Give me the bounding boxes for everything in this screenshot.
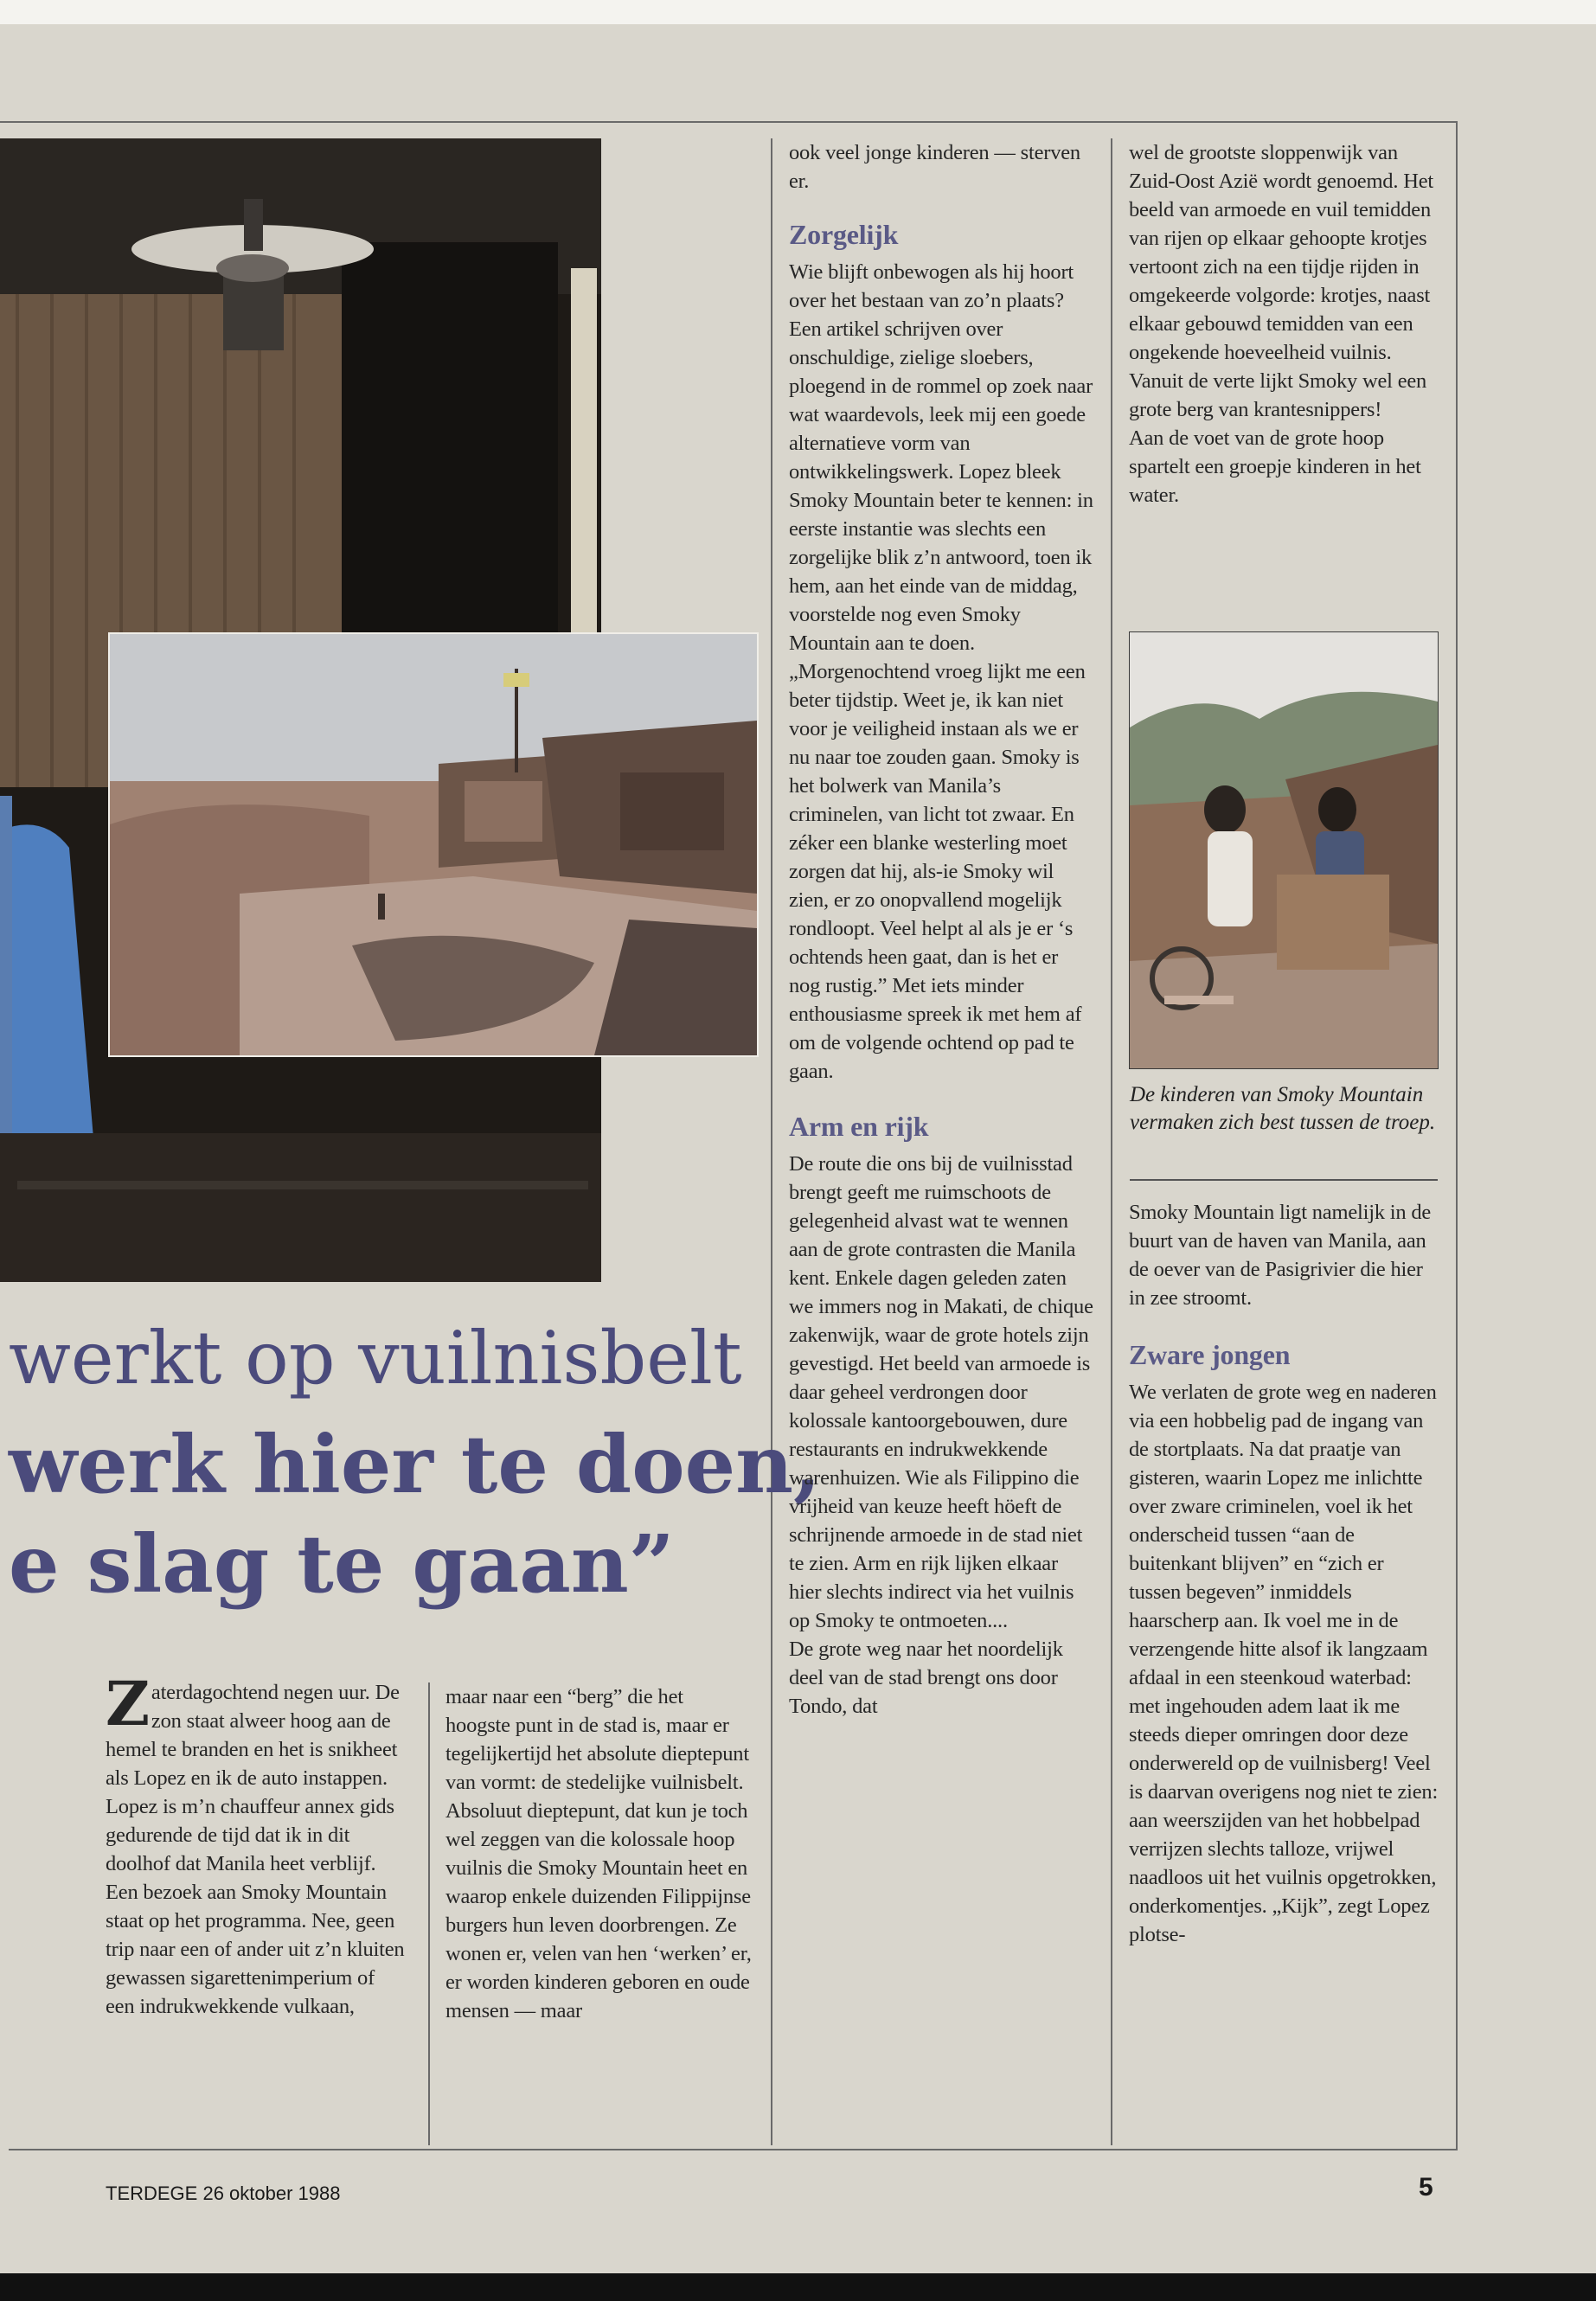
column-1-text: aterdagochtend negen uur. De zon staat alweer hoog aan de hemel te branden en het is snikheet als Lopez en ik de auto instappen. Lopez is m’n chauffeur annex gids gedurende de tijd dat ik in dit doolhof dat Manila heet verblijf. Een bezoek aan Smoky Mountain staat op het programma. Nee, geen trip naar een of ander uit z’n kluiten gewassen sigarettenimperium of een indrukwekkende vulkaan, [106, 1681, 405, 2018]
footer-issue: TERDEGE 26 oktober 1988 [106, 2182, 341, 2204]
article-column-4-lower [1129, 1198, 1440, 1949]
column-4-paragraph-2: Aan de voet van de grote hoop spartelt een groepje kinderen in het water. [1129, 426, 1421, 507]
article-column-4 [1129, 138, 1440, 510]
column-4-paragraph-3: Smoky Mountain ligt namelijk in de buurt van de haven van Manila, aan de oever van de Pasigrivier die hier in zee stroomt. [1129, 1201, 1432, 1310]
scan-bottom-band [0, 2273, 1596, 2301]
subheading-zware-jongen: Zware jongen [1129, 1339, 1291, 1370]
headline-line-2: werk hier te doen, [9, 1418, 822, 1511]
column-3-paragraph-1: Wie blijft onbewogen als hij hoort over het bestaan van zo’n plaats? Een artikel schrijven over onschuldige, zielige sloebers, ploegend in de rommel op zoek naar wat waardevols, leek mij een goede alternatieve vorm van ontwikkelingswerk. Lopez bleek Smoky Mountain beter te kennen: in eerste instantie was slechts een zorgelijke blik z’n antwoord, toen ik hem, aan het einde van de middag, voorstelde nog even Smoky Mountain aan te doen. „Morgenochtend vroeg lijkt me een beter tijdstip. Weet je, ik kan niet voor je veiligheid instaan als we er nu naar toe zouden gaan. Smoky is het bolwerk van Manila’s criminelen, van licht tot zwaar. En zéker een blanke westerling moet zorgen dat hij, als-ie Smoky wil zien, er zo onopvallend mogelijk rondloopt. Veel helpt al als je er ‘s ochtends heen gaat, dan is het er nog rustig.” Met iets minder enthousiasme spreek ik met hem af om de volgende ochtend op pad te gaan. [789, 260, 1093, 1083]
headline-line-3: e slag te gaan” [9, 1517, 675, 1611]
column-rule [771, 138, 772, 2145]
children-photo [1129, 631, 1439, 1069]
article-column-3 [789, 138, 1093, 1721]
column-3-intro: ook veel jonge kinderen — sterven er. [789, 141, 1080, 193]
caption-rule [1130, 1179, 1438, 1181]
column-2-text: maar naar een “berg” die het hoogste punt in de stad is, maar er tegelijkertijd het absolute dieptepunt van vormt: de stedelijke vuilnisbelt. Absoluut dieptepunt, dat kun je toch wel zeggen van die kolossale hoop vuilnis die Smoky Mountain heet en waarop enkele duizenden Filippijnse burgers hun leven doorbrengen. Ze wonen er, velen van hen ‘werken’ er, er worden kinderen geboren en oude mensen — maar [445, 1685, 752, 2022]
frame-rule-top [0, 121, 1458, 123]
column-4-paragraph-1: wel de grootste sloppenwijk van Zuid-Oost Azië wordt genoemd. Het beeld van armoede en vuil temidden van rijen op elkaar gehoopte krotjes vertoont zich na een tijdje rijden in omgekeerde volgorde: krotjes, naast elkaar gebouwd temidden van een ongekende hoeveelheid vuilnis. Vanuit de verte lijkt Smoky wel een grote berg van krantesnippers! [1129, 141, 1433, 421]
column-3-paragraph-2: De route die ons bij de vuilnisstad brengt geeft me ruimschoots de gelegenheid alvast wat te wennen aan de grote contrasten die Manila kent. Enkele dagen geleden zaten we immers nog in Makati, de chique zakenwijk, waar de grote hotels zijn gevestigd. Het beeld van armoede is daar geheel verdrongen door kolossale kantoorgebouwen, dure restaurants en indrukwekkende warenhuizen. Wie als Filippino die vrijheid van keuze heeft höeft de schrijnende armoede in de stad niet te zien. Arm en rijk lijken elkaar hier slechts indirect via het vuilnis op Smoky te ontmoeten.... [789, 1152, 1093, 1632]
column-3-paragraph-3: De grote weg naar het noordelijk deel van de stad brengt ons door Tondo, dat [789, 1638, 1063, 1718]
column-4-paragraph-4: We verlaten de grote weg en naderen via een hobbelig pad de ingang van de stortplaats. Na dat praatje van gisteren, waarin Lopez me inlichtte over zware criminelen, voel ik het onderscheid tussen “aan de buitenkant blijven” en “zich er tussen begeven” inmiddels haarscherp aan. Ik voel me in de verzengende hitte alsof ik langzaam afdaal in een steenkoud waterbad: met ingehouden adem laat ik me steeds dieper omringen door deze onderwereld op de vuilnisberg! Veel is daarvan overigens nog niet te zien: aan weerszijden van het hobbelpad verrijzen slechts talloze, vrijwel naadloos uit het vuilnis opgetrokken, onderkomentjes. „Kijk”, zegt Lopez plotse- [1129, 1381, 1439, 1946]
column-rule [1111, 138, 1112, 2145]
slum-street-photo [108, 632, 759, 1057]
page-number: 5 [1419, 2173, 1433, 2202]
subheading-zorgelijk: Zorgelijk [789, 219, 899, 250]
headline-line-1: werkt op vuilnisbelt [9, 1316, 742, 1400]
frame-rule-bottom [9, 2149, 1458, 2150]
column-rule [428, 1682, 430, 2145]
subheading-arm-en-rijk: Arm en rijk [789, 1111, 929, 1142]
scan-margin [0, 0, 1596, 24]
article-column-1 [106, 1668, 408, 2021]
frame-rule-right [1456, 121, 1458, 2150]
article-column-2 [445, 1682, 753, 2025]
photo-caption: De kinderen van Smoky Mountain vermaken zich best tussen de troep. [1130, 1083, 1436, 1134]
drop-cap: Z [106, 1668, 150, 1740]
